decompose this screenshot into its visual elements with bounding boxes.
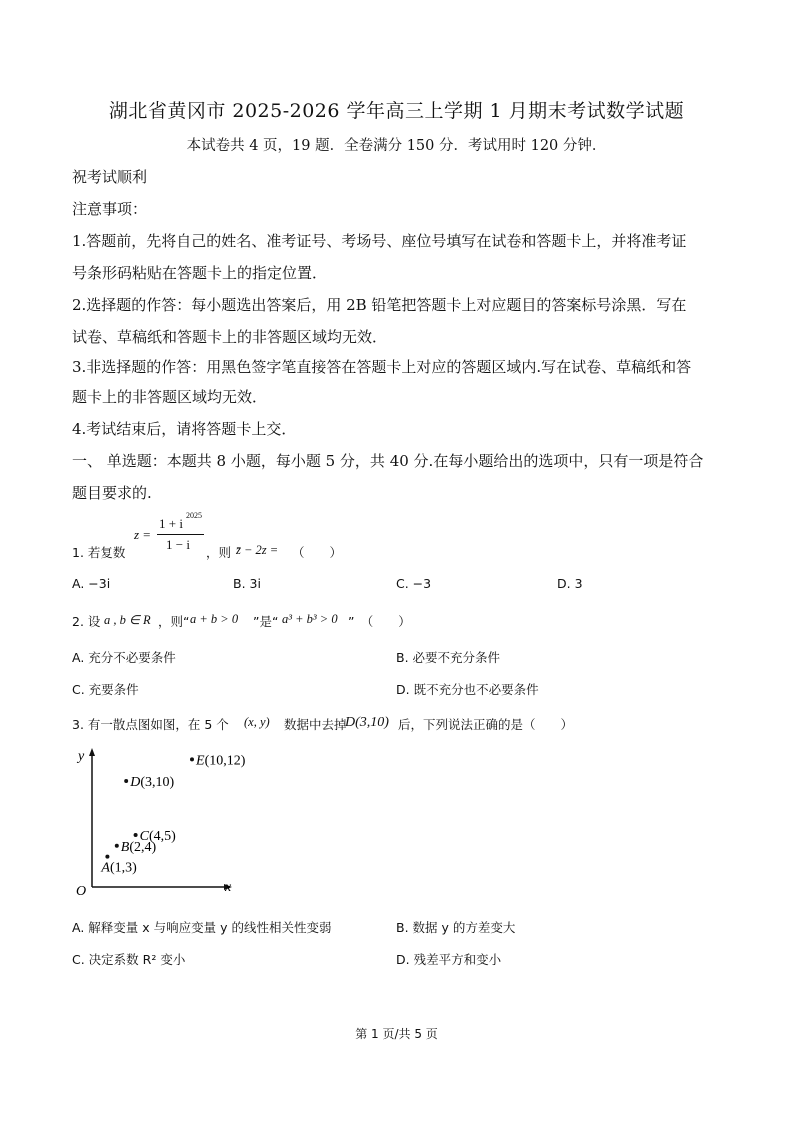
q3-prefix: 3. 有一散点图如图，在 5 个 [72, 717, 229, 732]
q2-option-c: C. 充要条件 [72, 682, 139, 697]
q2-end: ” （ ） [348, 614, 411, 629]
y-axis-arrow-icon [89, 748, 95, 756]
q1-prefix: 1. 若复数 [72, 545, 126, 560]
q2-prefix: 2. 设 [72, 614, 101, 629]
q1-option-b: B. 3i [233, 576, 261, 591]
scatter-point-label: B(2,4) [120, 839, 157, 855]
scatter-plot [70, 745, 245, 900]
scatter-point [115, 844, 119, 848]
q1-expression: z̄ − 2z = [236, 543, 279, 557]
q2-mid1: ，则“ [158, 614, 190, 629]
q1-numerator: 1 + i [159, 516, 183, 531]
q1-z-eq: z = [134, 527, 152, 542]
q2-cond2: a³ + b³ > 0 [282, 612, 338, 626]
notice-3b: 题卡上的非答题区域均无效． [72, 388, 268, 406]
q2-cond1: a + b > 0 [190, 612, 239, 626]
notice-4: 4.考试结束后，请将答题卡上交． [72, 420, 297, 438]
notice-3a: 3.非选择题的作答：用黑色签字笔直接答在答题卡上对应的答题区域内.写在试卷、草稿纸和答 [72, 358, 692, 376]
q1-option-c: C. −3 [396, 576, 432, 591]
q1-option-a: A. −3i [72, 576, 111, 591]
q1-mid: ，则 [206, 545, 232, 560]
q2-option-d: D. 既不充分也不必要条件 [396, 682, 539, 697]
q2-option-a: A. 充分不必要条件 [72, 650, 176, 665]
notice-1b: 号条形码粘贴在答题卡上的指定位置． [72, 264, 328, 282]
scatter-point [105, 855, 109, 859]
y-axis-label: y [78, 749, 85, 764]
q1-option-d: D. 3 [557, 576, 583, 591]
wish-text: 祝考试顺利 [72, 168, 148, 186]
page-subtitle: 本试卷共 4 页，19 题．全卷满分 150 分．考试用时 120 分钟． [186, 138, 607, 154]
q3-option-d: D. 残差平方和变小 [396, 952, 502, 967]
section-heading-a: 一、 单选题：本题共 8 小题，每小题 5 分，共 40 分.在每小题给出的选项中，只有一项是符合 [72, 452, 704, 470]
q2-mid2: ”是“ [253, 614, 279, 629]
scatter-point [190, 757, 194, 761]
q1-exponent: 2025 [186, 511, 202, 520]
q3-option-a: A. 解释变量 x 与响应变量 y 的线性相关性变弱 [72, 920, 332, 935]
scatter-point-label: E(10,12) [196, 753, 245, 769]
q3-xy: (x, y) [244, 715, 270, 729]
scatter-points [100, 753, 245, 875]
q1-denominator: 1 − i [166, 537, 190, 552]
scatter-point-label: A(1,3) [101, 860, 137, 876]
q2-vars: a , b ∈ R [104, 613, 151, 627]
notice-1a: 1.答题前，先将自己的姓名、准考证号、考场号、座位号填写在试卷和答题卡上，并将准考证 [72, 232, 687, 250]
q3-option-b: B. 数据 y 的方差变大 [396, 920, 516, 935]
q1-fraction-bar [157, 534, 204, 535]
scatter-point [134, 833, 138, 837]
q3-mid: 数据中去掉 [284, 717, 347, 732]
page-footer: 第 1 页/共 5 页 [355, 1027, 438, 1041]
scatter-point-label: D(3,10) [130, 775, 175, 790]
x-axis-label: x [225, 880, 232, 895]
q3-end: 后，下列说法正确的是（ ） [398, 717, 574, 732]
origin-label: O [76, 884, 87, 899]
notice-2a: 2.选择题的作答：每小题选出答案后，用 2B 铅笔把答题卡上对应题目的答案标号涂黑．写在 [72, 296, 687, 314]
q2-option-b: B. 必要不充分条件 [396, 650, 501, 665]
scatter-point [124, 779, 128, 783]
q3-option-c: C. 决定系数 R² 变小 [72, 952, 186, 967]
scatter-point-label: C(4,5) [139, 829, 176, 844]
q1-paren: （ ） [292, 545, 343, 560]
notice-title: 注意事项： [72, 200, 148, 218]
notice-2b: 试卷、草稿纸和答题卡上的非答题区域均无效． [72, 328, 388, 346]
q3-point: D(3,10) [345, 715, 389, 730]
page-title: 湖北省黄冈市 2025-2026 学年高三上学期 1 月期末考试数学试题 [108, 100, 685, 122]
section-heading-b: 题目要求的. [72, 484, 152, 502]
